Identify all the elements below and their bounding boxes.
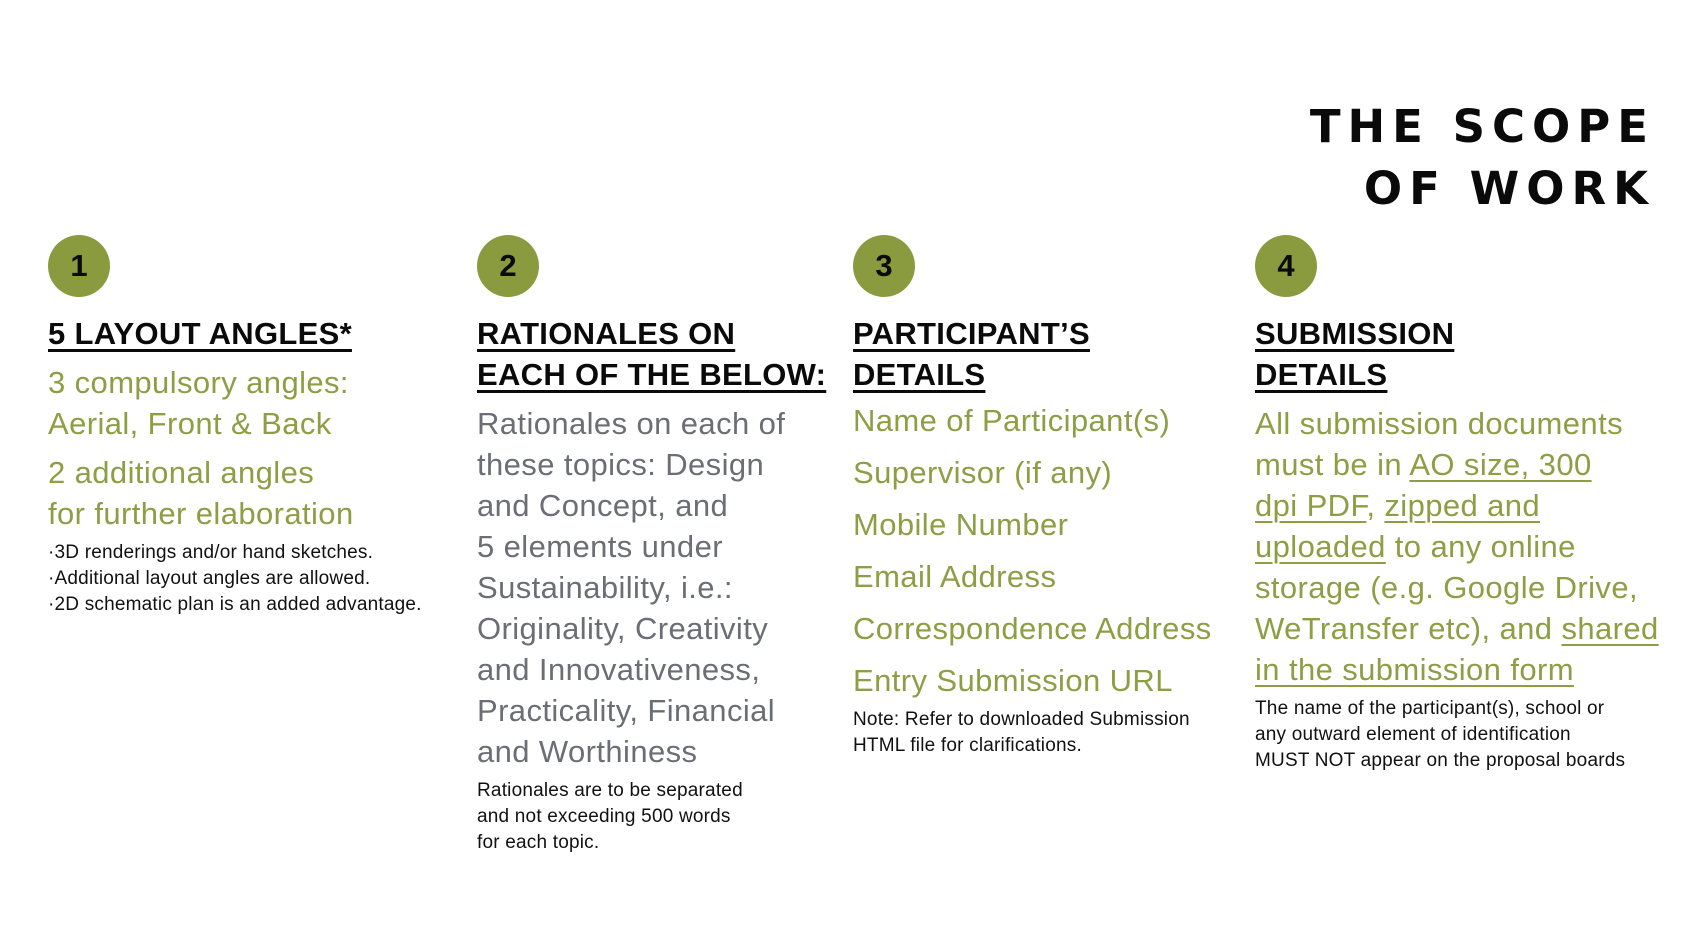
list-item: Entry Submission URL — [853, 663, 1173, 698]
text-line: Aerial, Front & Back — [48, 406, 332, 441]
section-participant-details — [853, 235, 1243, 759]
text-line: Sustainability, i.e.: — [477, 570, 733, 605]
heading-line: DETAILS — [1255, 357, 1388, 392]
compulsory-angles-text — [48, 362, 458, 444]
text-line: 2 additional angles — [48, 455, 315, 490]
bullet-icon: · — [48, 594, 55, 615]
text-line — [1255, 444, 1675, 485]
heading-line: SUBMISSION — [1255, 316, 1455, 351]
text-line: for each topic. — [477, 832, 600, 853]
text-line: Practicality, Financial — [477, 693, 776, 728]
format-requirement-emphasis: AO size, 300 — [1409, 447, 1592, 482]
bullet-icon: · — [48, 568, 55, 589]
text-line: 5 elements under — [477, 529, 723, 564]
text-line: Note: Refer to downloaded Submission — [853, 709, 1190, 730]
share-requirement-emphasis: shared — [1561, 611, 1659, 646]
text-line: these topics: Design — [477, 447, 765, 482]
step-number-badge: 3 — [853, 235, 915, 297]
list-item — [48, 566, 458, 592]
list-item-text: 2D schematic plan is an added advantage. — [54, 594, 422, 615]
zip-requirement-emphasis: zipped and — [1384, 488, 1541, 523]
step-number-badge: 4 — [1255, 235, 1317, 297]
additional-angles-text — [48, 452, 458, 534]
page-title-line-2: OF WORK — [1363, 162, 1655, 215]
list-item — [48, 540, 458, 566]
list-item-text: 3D renderings and/or hand sketches. — [54, 542, 374, 563]
section-layout-angles — [48, 235, 458, 618]
participant-fields-list — [853, 395, 1243, 707]
list-item: Correspondence Address — [853, 611, 1212, 646]
page-title-line-1: THE SCOPE — [1309, 100, 1655, 153]
anonymity-note — [1255, 696, 1675, 774]
rationales-note — [477, 778, 847, 856]
step-number-badge: 2 — [477, 235, 539, 297]
text-line — [1255, 608, 1675, 649]
participant-note — [853, 707, 1243, 759]
submission-text — [1255, 403, 1675, 690]
list-item: Email Address — [853, 559, 1057, 594]
text-line: for further elaboration — [48, 496, 354, 531]
text-line: Rationales are to be separated — [477, 780, 743, 801]
text-line: All submission documents — [1255, 406, 1623, 441]
text-fragment: WeTransfer etc), and — [1255, 611, 1562, 646]
section-heading — [477, 313, 847, 395]
text-fragment: must be in — [1255, 447, 1410, 482]
text-line — [1255, 526, 1675, 567]
section-submission-details — [1255, 235, 1675, 774]
text-line: HTML file for clarifications. — [853, 735, 1082, 756]
text-line: storage (e.g. Google Drive, — [1255, 570, 1638, 605]
page-title — [1310, 96, 1655, 220]
text-fragment: , — [1366, 488, 1385, 523]
list-item — [48, 592, 458, 618]
section-rationales — [477, 235, 847, 856]
rationales-text — [477, 403, 847, 772]
text-line: and Worthiness — [477, 734, 698, 769]
notes-list — [48, 540, 458, 618]
text-line — [1255, 485, 1675, 526]
text-fragment: to any online — [1385, 529, 1576, 564]
list-item: Name of Participant(s) — [853, 403, 1171, 438]
upload-requirement-emphasis: uploaded — [1255, 529, 1386, 564]
text-line: Originality, Creativity — [477, 611, 769, 646]
text-line: and Innovativeness, — [477, 652, 761, 687]
list-item: Supervisor (if any) — [853, 455, 1113, 490]
list-item-text: Additional layout angles are allowed. — [54, 568, 371, 589]
section-heading — [1255, 313, 1675, 395]
heading-line: DETAILS — [853, 357, 986, 392]
list-item: Mobile Number — [853, 507, 1069, 542]
text-line: The name of the participant(s), school or — [1255, 698, 1605, 719]
text-line: Rationales on each of — [477, 406, 786, 441]
text-line: 3 compulsory angles: — [48, 365, 349, 400]
text-line: any outward element of identification — [1255, 724, 1571, 745]
section-heading — [853, 313, 1243, 395]
step-number-badge: 1 — [48, 235, 110, 297]
heading-line: PARTICIPANT’S — [853, 316, 1090, 351]
section-heading: 5 LAYOUT ANGLES* — [48, 316, 352, 351]
text-line: MUST NOT appear on the proposal boards — [1255, 750, 1626, 771]
heading-line: EACH OF THE BELOW: — [477, 357, 827, 392]
text-line: and not exceeding 500 words — [477, 806, 731, 827]
share-requirement-emphasis: in the submission form — [1255, 652, 1574, 687]
format-requirement-emphasis: dpi PDF — [1255, 488, 1367, 523]
text-line: and Concept, and — [477, 488, 729, 523]
bullet-icon: · — [48, 542, 55, 563]
heading-line: RATIONALES ON — [477, 316, 736, 351]
